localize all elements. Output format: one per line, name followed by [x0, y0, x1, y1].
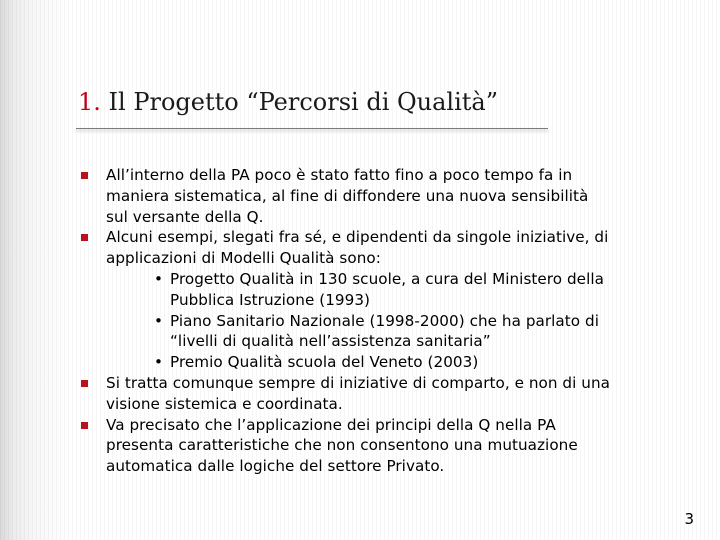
bullet-line: Si tratta comunque sempre di iniziative di comparto, e non di una [106, 373, 610, 392]
bullet-item [80, 227, 700, 269]
dot-bullet-icon: • [154, 353, 164, 372]
bullet-line: All’interno della PA poco è stato fatto fino a poco tempo fa in [106, 166, 573, 184]
bullet-item [80, 373, 700, 415]
bullet-line: automatica dalle logiche del settore Privato. [106, 457, 445, 476]
title-number: 1. [78, 88, 101, 116]
bullet-item [80, 415, 700, 477]
sub-bullet-item [80, 352, 700, 373]
page-number: 3 [684, 510, 694, 528]
bullet-line: maniera sistematica, al fine di diffondere una nuova sensibilità [106, 186, 589, 205]
slide-title [78, 88, 498, 116]
square-bullet-icon [81, 422, 88, 429]
square-bullet-icon [81, 234, 88, 241]
bullet-item [80, 165, 700, 227]
sub-bullet-item [80, 311, 700, 353]
square-bullet-icon [81, 172, 88, 179]
sub-bullet-line: Piano Sanitario Nazionale (1998-2000) che ha parlato di [170, 311, 599, 330]
bullet-line: sul versante della Q. [106, 207, 264, 226]
bullet-line: applicazioni di Modelli Qualità sono: [106, 249, 381, 268]
sub-bullet-item [80, 269, 700, 311]
bullet-line: presenta caratteristiche che non consentono una mutuazione [106, 436, 578, 455]
dot-bullet-icon: • [154, 311, 164, 330]
title-text: Il Progetto “Percorsi di Qualità” [100, 88, 499, 116]
title-underline [76, 128, 548, 129]
sub-bullet-line: “livelli di qualità nell’assistenza sanitaria” [170, 332, 491, 351]
square-bullet-icon [81, 380, 88, 387]
sub-bullet-line: Progetto Qualità in 130 scuole, a cura del Ministero della [170, 269, 604, 288]
bullet-line: visione sistemica e coordinata. [106, 394, 343, 413]
sub-bullet-line: Premio Qualità scuola del Veneto (2003) [170, 353, 479, 372]
bullet-line: Va precisato che l’applicazione dei principi della Q nella PA [106, 415, 556, 434]
bullet-line: Alcuni esempi, slegati fra sé, e dipendenti da singole iniziative, di [106, 228, 609, 247]
bullet-list [80, 165, 700, 477]
sub-bullet-line: Pubblica Istruzione (1993) [170, 290, 371, 309]
dot-bullet-icon: • [154, 269, 164, 288]
